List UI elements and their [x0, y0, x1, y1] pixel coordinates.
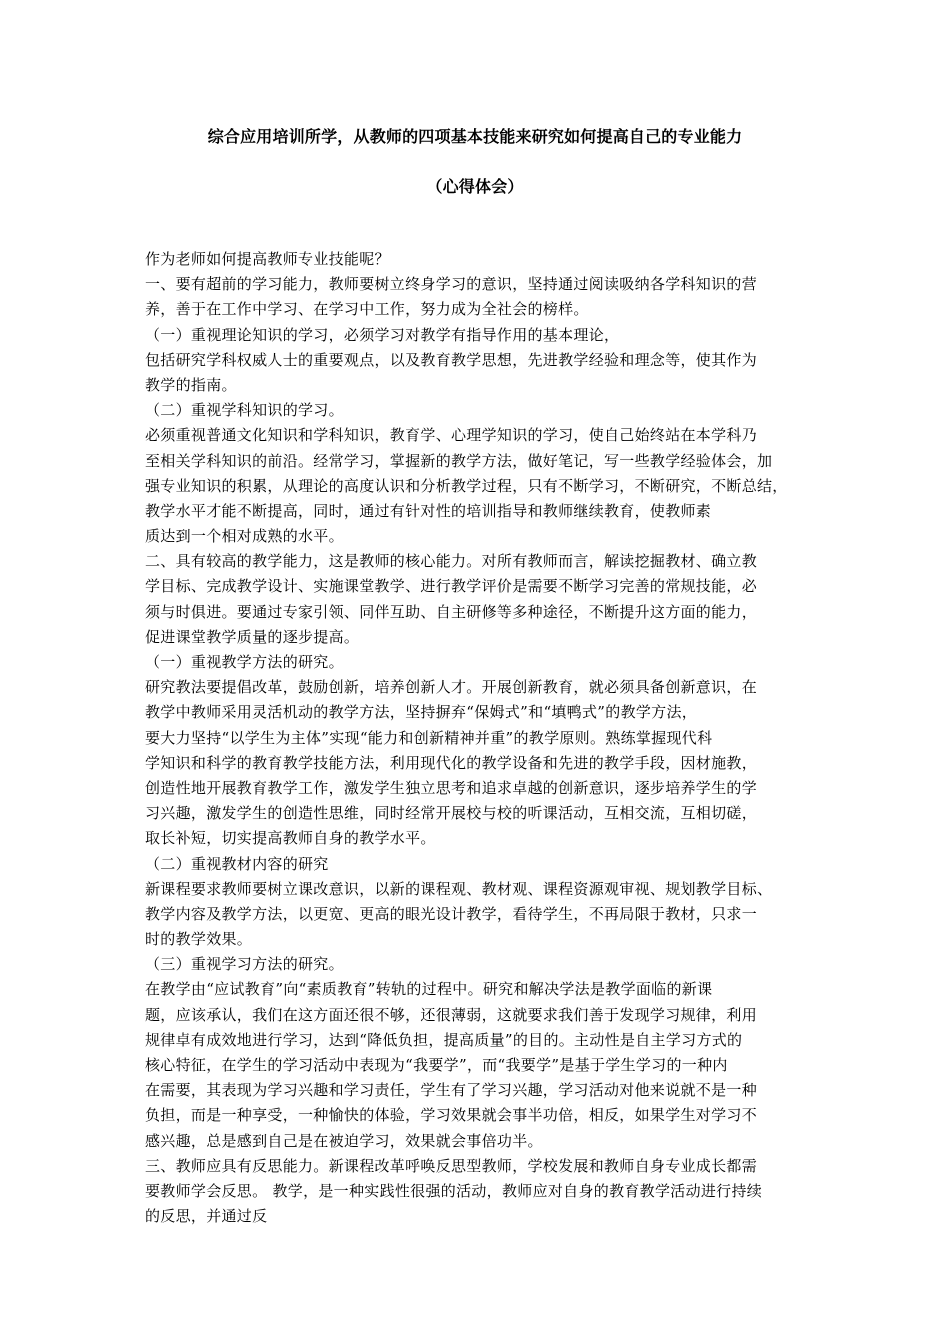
- text-line: 质达到一个相对成熟的水平。: [145, 527, 344, 546]
- text-line: 包括研究学科权威人士的重要观点，以及教育教学思想，先进教学经验和理念等，使其作为: [145, 350, 758, 369]
- text-line: 强专业知识的积累，从理论的高度认识和分析教学过程，只有不断学习，不断研究，不断总结，: [145, 476, 788, 495]
- document-subtitle: （心得体会）: [426, 177, 524, 196]
- text-line: 取长补短，切实提高教师自身的教学水平。: [145, 829, 436, 848]
- text-line: 促进课堂教学质量的逐步提高。: [145, 627, 360, 646]
- text-line: 养，善于在工作中学习、在学习中工作，努力成为全社会的榜样。: [145, 300, 589, 319]
- text-line: 教学内容及教学方法，以更宽、更高的眼光设计教学，看待学生，不再局限于教材，只求一: [145, 904, 758, 923]
- text-line: 在需要，其表现为学习兴趣和学习责任，学生有了学习兴趣，学习活动对他来说就不是一种: [145, 1081, 758, 1100]
- document-title: 综合应用培训所学，从教师的四项基本技能来研究如何提高自己的专业能力: [207, 127, 743, 146]
- text-line: 须与时俱进。要通过专家引领、同伴互助、自主研修等多种途径，不断提升这方面的能力，: [145, 602, 758, 621]
- text-line: 教学中教师采用灵活机动的教学方法，坚持摒弃“保姆式”和“填鸭式”的教学方法，: [145, 703, 698, 722]
- text-line: 在教学由“应试教育”向“素质教育”转轨的过程中。研究和解决学法是教学面临的新课: [145, 980, 713, 999]
- text-line: 负担，而是一种享受，一种愉快的体验，学习效果就会事半功倍，相反，如果学生对学习不: [145, 1106, 758, 1125]
- text-line: 要大力坚持“以学生为主体”实现“能力和创新精神并重”的教学原则。熟练掌握现代科: [145, 728, 713, 747]
- text-line: 的反思，并通过反: [145, 1207, 268, 1226]
- document-body: [145, 247, 825, 1229]
- text-line: 时的教学效果。: [145, 930, 253, 949]
- text-line: 核心特征，在学生的学习活动中表现为“我要学”，而“我要学”是基于学生学习的一种内: [145, 1056, 728, 1074]
- text-line: 三、教师应具有反思能力。新课程改革呼唤反思型教师，学校发展和教师自身专业成长都需: [145, 1156, 758, 1175]
- text-line: 必须重视普通文化知识和学科知识，教育学、心理学知识的学习，使自己始终站在本学科乃: [145, 426, 758, 445]
- text-line: 要教师学会反思。 教学，是一种实践性很强的活动，教师应对自身的教育教学活动进行持续: [145, 1181, 763, 1200]
- text-line: 感兴趣，总是感到自己是在被迫学习，效果就会事倍功半。: [145, 1131, 543, 1150]
- text-line: （三）重视学习方法的研究。: [145, 955, 344, 974]
- text-line: 作为老师如何提高教师专业技能呢？: [145, 250, 390, 268]
- text-line: （二）重视教材内容的研究: [145, 854, 329, 873]
- text-line: 学知识和科学的教育教学技能方法，利用现代化的教学设备和先进的教学手段，因材施教，: [145, 753, 758, 772]
- text-line: 学目标、完成教学设计、实施课堂教学、进行教学评价是需要不断学习完善的常规技能，必: [145, 577, 758, 596]
- text-line: 习兴趣，激发学生的创造性思维，同时经常开展校与校的听课活动，互相交流，互相切磋，: [145, 804, 758, 823]
- text-line: （一）重视理论知识的学习，必须学习对教学有指导作用的基本理论，: [145, 325, 620, 344]
- text-line: 至相关学科知识的前沿。经常学习，掌握新的教学方法，做好笔记，写一些教学经验体会，加: [145, 451, 773, 470]
- text-line: （一）重视教学方法的研究。: [145, 653, 344, 671]
- text-line: 一、要有超前的学习能力，教师要树立终身学习的意识，坚持通过阅读吸纳各学科知识的营: [145, 275, 758, 294]
- text-line: 教学的指南。: [145, 375, 237, 394]
- text-line: 题，应该承认，我们在这方面还很不够，还很薄弱，这就要求我们善于发现学习规律，利用: [145, 1005, 758, 1024]
- text-line: 新课程要求教师要树立课改意识，以新的课程观、教材观、课程资源观审视、规划教学目标、: [145, 879, 773, 898]
- text-line: 二、具有较高的教学能力，这是教师的核心能力。对所有教师而言，解读挖掘教材、确立教: [145, 552, 758, 571]
- text-line: 教学水平才能不断提高，同时，通过有针对性的培训指导和教师继续教育，使教师素: [145, 501, 712, 520]
- text-line: 规律卓有成效地进行学习，达到“降低负担，提高质量”的目的。主动性是自主学习方式的: [145, 1030, 743, 1049]
- text-line: （二）重视学科知识的学习。: [145, 401, 344, 420]
- text-line: 研究教法要提倡改革，鼓励创新，培养创新人才。开展创新教育，就必须具备创新意识，在: [145, 678, 758, 697]
- text-line: 创造性地开展教育教学工作，激发学生独立思考和追求卓越的创新意识，逐步培养学生的学: [145, 778, 758, 797]
